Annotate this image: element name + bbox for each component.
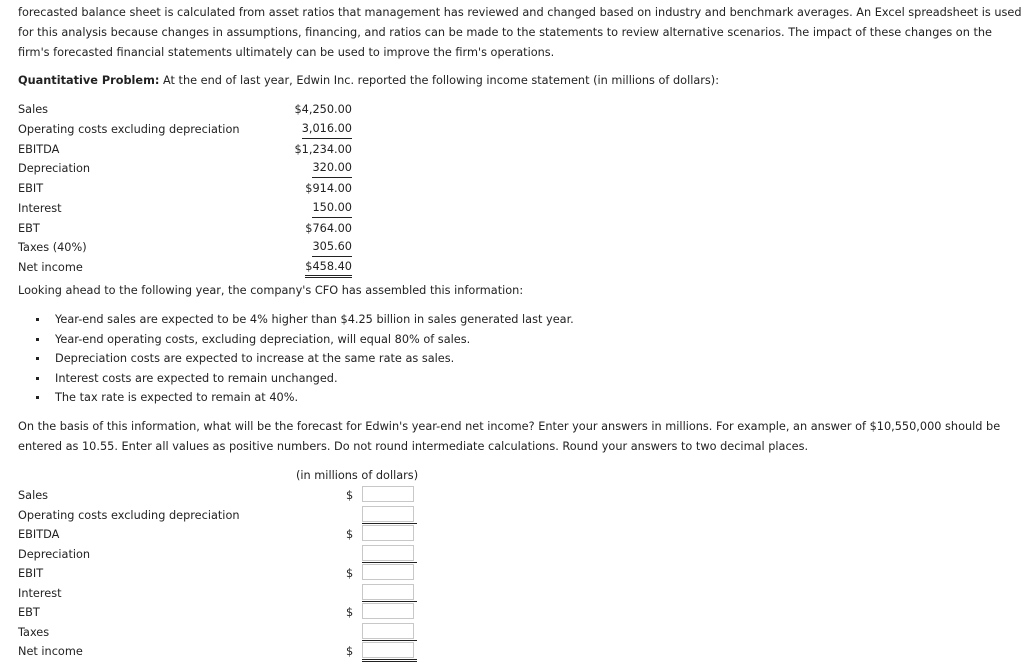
income-row-depreciation [18, 159, 354, 179]
answer-form [18, 486, 418, 662]
subtotal-line [362, 601, 417, 602]
income-value: 150.00 [312, 199, 352, 218]
answer-row-operating-costs [18, 506, 418, 526]
unit-label: (in millions of dollars) [296, 469, 419, 482]
income-label: EBIT [18, 182, 44, 195]
income-value: 305.60 [312, 238, 352, 257]
income-value: 320.00 [312, 159, 352, 178]
looking-ahead-text: Looking ahead to the following year, the company's CFO has assembled this information: [18, 284, 524, 297]
interest-input[interactable] [362, 584, 414, 600]
list-item-text: Year-end operating costs, excluding depreciation, will equal 80% of sales. [55, 332, 471, 346]
answer-label: EBIT [18, 567, 44, 580]
taxes-input[interactable] [362, 623, 414, 639]
list-item [36, 369, 574, 389]
list-item [36, 330, 574, 350]
list-item-text: Depreciation costs are expected to increase at the same rate as sales. [55, 352, 455, 366]
income-row-operating-costs [18, 120, 354, 140]
answer-label: EBT [18, 606, 40, 619]
list-item-text: Year-end sales are expected to be 4% higher than $4.25 billion in sales generated last year. [55, 313, 574, 326]
income-row-ebitda [18, 140, 354, 160]
answer-row-ebitda [18, 525, 418, 545]
dollar-sign: $ [346, 528, 354, 541]
income-row-sales [18, 100, 354, 120]
depreciation-input[interactable] [362, 545, 414, 561]
list-item-text: Interest costs are expected to remain unchanged. [55, 371, 338, 385]
answer-row-ebit [18, 564, 418, 584]
income-row-ebit [18, 179, 354, 199]
income-row-net-income [18, 258, 354, 278]
income-value: $914.00 [305, 182, 352, 195]
income-row-interest [18, 199, 354, 219]
bullet-icon [36, 338, 39, 341]
subtotal-line [362, 523, 417, 524]
income-value: $1,234.00 [294, 142, 352, 156]
subtotal-line [362, 562, 417, 563]
income-label: Interest [18, 201, 62, 215]
bullet-icon [36, 318, 39, 321]
income-statement [18, 100, 354, 278]
answer-row-interest [18, 584, 418, 604]
income-value: $458.40 [305, 258, 352, 278]
income-label: EBT [18, 221, 40, 235]
quantitative-problem-label: Quantitative Problem: [18, 74, 160, 87]
ebitda-input[interactable] [362, 525, 414, 541]
dollar-sign: $ [346, 645, 354, 658]
income-row-ebt [18, 219, 354, 239]
list-item [36, 310, 574, 330]
income-row-taxes [18, 238, 354, 258]
answer-label: Sales [18, 489, 49, 502]
dollar-sign: $ [346, 489, 354, 502]
answer-row-net-income [18, 642, 418, 662]
quantitative-problem [18, 71, 719, 91]
bullet-icon [36, 357, 39, 360]
subtotal-line [362, 640, 417, 641]
answer-label: Taxes [18, 625, 50, 639]
answer-row-taxes [18, 623, 418, 643]
answer-label: EBITDA [18, 528, 60, 541]
list-item-text: The tax rate is expected to remain at 40%. [55, 391, 299, 405]
question-text: On the basis of this information, what will be the forecast for Edwin's year-end net income? Enter your answers in millions. For example, an answer of $10,550,000 should be entered as 10.55. Enter all values as positive numbers. Do not round intermediate calculations. Round your answers to two decimal places. [18, 420, 1001, 453]
income-label: EBITDA [18, 142, 60, 156]
answer-label: Net income [18, 645, 83, 658]
dollar-sign: $ [346, 567, 354, 580]
answer-label: Interest [18, 586, 62, 600]
quantitative-problem-text: At the end of last year, Edwin Inc. reported the following income statement (in millions of dollars): [159, 74, 720, 87]
answer-row-depreciation [18, 545, 418, 565]
assumption-list [36, 310, 574, 408]
dollar-sign: $ [346, 606, 354, 619]
list-item [36, 349, 574, 369]
sales-input[interactable] [362, 486, 414, 502]
operating-costs-input[interactable] [362, 506, 414, 522]
income-value: 3,016.00 [302, 120, 352, 139]
income-label: Operating costs excluding depreciation [18, 122, 240, 136]
income-label: Depreciation [18, 162, 91, 176]
bullet-icon [36, 396, 39, 399]
income-label: Net income [18, 261, 83, 274]
income-label: Sales [18, 103, 49, 116]
ebit-input[interactable] [362, 564, 414, 580]
ebt-input[interactable] [362, 603, 414, 619]
answer-row-sales [18, 486, 418, 506]
income-value: $4,250.00 [294, 103, 352, 116]
answer-label: Operating costs excluding depreciation [18, 508, 240, 522]
income-label: Taxes (40%) [18, 241, 87, 255]
net-income-input[interactable] [362, 642, 414, 658]
answer-row-ebt [18, 603, 418, 623]
list-item [36, 388, 574, 408]
bullet-icon [36, 377, 39, 380]
intro-paragraph: forecasted balance sheet is calculated from asset ratios that management has reviewed and changed based on industry and benchmark averages. An Excel spreadsheet is used for this analysis because changes in assumptions, financing, and ratios can be made to the statements to review alternative scenarios. The impact of these changes on the firm's forecasted financial statements ultimately can be used to improve the firm's operations. [18, 6, 1022, 59]
income-value: $764.00 [305, 221, 352, 235]
answer-label: Depreciation [18, 547, 91, 561]
